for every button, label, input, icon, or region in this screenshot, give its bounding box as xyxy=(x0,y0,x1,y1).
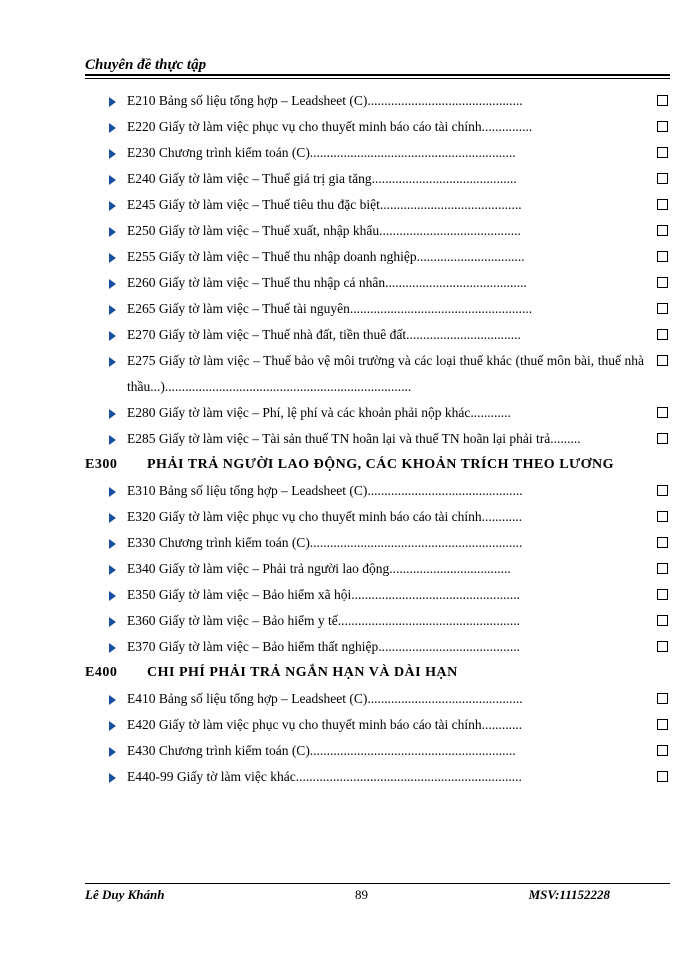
document-title: Chuyên đề thực tập xyxy=(85,57,207,73)
bullet-arrow-icon xyxy=(109,175,116,185)
header-rule xyxy=(85,74,670,76)
bullet-arrow-icon xyxy=(109,331,116,341)
checklist-item-text: E430 Chương trình kiểm toán (C)............................................................. xyxy=(127,743,516,758)
page-header xyxy=(85,56,670,76)
checkbox[interactable] xyxy=(657,589,668,600)
checkbox[interactable] xyxy=(657,355,668,366)
page-footer xyxy=(85,887,670,907)
checklist-item-text: E210 Bảng số liệu tổng hợp – Leadsheet (C).............................................. xyxy=(127,93,523,108)
footer-author: Lê Duy Khánh xyxy=(85,887,165,902)
checklist-item-text: E245 Giấy tờ làm việc – Thuế tiêu thu đặc biệt.......................................... xyxy=(127,197,522,212)
bullet-arrow-icon xyxy=(109,357,116,367)
header-rule-thin xyxy=(85,78,670,79)
checkbox[interactable] xyxy=(657,121,668,132)
checklist-item-text: E275 Giấy tờ làm việc – Thuế bảo vệ môi trường và các loại thuế khác (thuế môn bài, thuế nhà thầu...)......................................................................... xyxy=(127,353,644,394)
checklist-item-text: E260 Giấy tờ làm việc – Thuế thu nhập cá nhân.......................................... xyxy=(127,275,527,290)
bullet-arrow-icon xyxy=(109,149,116,159)
checklist-item xyxy=(85,296,670,322)
checklist-item xyxy=(85,504,670,530)
checkbox[interactable] xyxy=(657,329,668,340)
checklist-item xyxy=(85,140,670,166)
checklist-item xyxy=(85,88,670,114)
bullet-arrow-icon xyxy=(109,279,116,289)
checkbox[interactable] xyxy=(657,511,668,522)
checklist-item xyxy=(85,764,670,790)
checklist-item xyxy=(85,400,670,426)
checkbox[interactable] xyxy=(657,303,668,314)
checklist-item xyxy=(85,530,670,556)
bullet-arrow-icon xyxy=(109,227,116,237)
checkbox[interactable] xyxy=(657,199,668,210)
bullet-arrow-icon xyxy=(109,591,116,601)
section-heading xyxy=(85,452,670,478)
checklist-item-text: E370 Giấy tờ làm việc – Bảo hiểm thất nghiệp.......................................... xyxy=(127,639,520,654)
bullet-arrow-icon xyxy=(109,513,116,523)
checklist-item-text: E420 Giấy tờ làm việc phục vụ cho thuyết minh báo cáo tài chính............ xyxy=(127,717,523,732)
checklist-item-text: E360 Giấy tờ làm việc – Bảo hiểm y tế...................................................... xyxy=(127,613,520,628)
checkbox[interactable] xyxy=(657,563,668,574)
bullet-arrow-icon xyxy=(109,305,116,315)
checklist-item-text: E230 Chương trình kiểm toán (C)............................................................. xyxy=(127,145,516,160)
checklist-item-text: E270 Giấy tờ làm việc – Thuế nhà đất, tiền thuê đất.................................. xyxy=(127,327,521,342)
checklist-item xyxy=(85,686,670,712)
checkbox[interactable] xyxy=(657,719,668,730)
section-code: E300 xyxy=(85,457,118,472)
checkbox[interactable] xyxy=(657,251,668,262)
checklist-item xyxy=(85,114,670,140)
checklist-item xyxy=(85,634,670,660)
checklist-item-text: E250 Giấy tờ làm việc – Thuế xuất, nhập khẩu.......................................... xyxy=(127,223,521,238)
footer-page-number: 89 xyxy=(355,887,368,902)
bullet-arrow-icon xyxy=(109,617,116,627)
bullet-arrow-icon xyxy=(109,565,116,575)
checklist-item-text: E340 Giấy tờ làm việc – Phải trả người lao động.................................... xyxy=(127,561,511,576)
bullet-arrow-icon xyxy=(109,487,116,497)
checklist-item xyxy=(85,582,670,608)
section-heading xyxy=(85,660,670,686)
bullet-arrow-icon xyxy=(109,747,116,757)
checklist-item xyxy=(85,244,670,270)
bullet-arrow-icon xyxy=(109,539,116,549)
checklist-item-text: E240 Giấy tờ làm việc – Thuế giá trị gia tăng........................................... xyxy=(127,171,517,186)
checklist-item xyxy=(85,712,670,738)
footer-student-id: MSV:11152228 xyxy=(528,887,610,902)
checklist-item xyxy=(85,348,670,400)
checklist-item-text: E320 Giấy tờ làm việc phục vụ cho thuyết minh báo cáo tài chính............ xyxy=(127,509,523,524)
checklist-item-text: E350 Giấy tờ làm việc – Bảo hiểm xã hội.................................................. xyxy=(127,587,520,602)
checkbox[interactable] xyxy=(657,407,668,418)
bullet-arrow-icon xyxy=(109,409,116,419)
bullet-arrow-icon xyxy=(109,721,116,731)
checkbox[interactable] xyxy=(657,277,668,288)
checkbox[interactable] xyxy=(657,745,668,756)
checklist-item-text: E410 Bảng số liệu tổng hợp – Leadsheet (C).............................................. xyxy=(127,691,523,706)
checkbox[interactable] xyxy=(657,147,668,158)
checklist-item-text: E280 Giấy tờ làm việc – Phí, lệ phí và các khoản phải nộp khác............ xyxy=(127,405,511,420)
bullet-arrow-icon xyxy=(109,123,116,133)
checkbox[interactable] xyxy=(657,485,668,496)
section-title: CHI PHÍ PHẢI TRẢ NGẮN HẠN VÀ DÀI HẠN xyxy=(147,665,458,680)
checklist-item xyxy=(85,218,670,244)
checklist-item xyxy=(85,270,670,296)
checkbox[interactable] xyxy=(657,771,668,782)
checklist-item-text: E440-99 Giấy tờ làm việc khác................................................................... xyxy=(127,769,522,784)
checkbox[interactable] xyxy=(657,433,668,444)
checklist-content xyxy=(85,88,670,790)
checklist-item xyxy=(85,166,670,192)
checkbox[interactable] xyxy=(657,225,668,236)
bullet-arrow-icon xyxy=(109,201,116,211)
checklist-item-text: E330 Chương trình kiểm toán (C)............................................................... xyxy=(127,535,523,550)
checklist-item xyxy=(85,608,670,634)
section-title: PHẢI TRẢ NGƯỜI LAO ĐỘNG, CÁC KHOẢN TRÍCH THEO LƯƠNG xyxy=(147,457,615,472)
bullet-arrow-icon xyxy=(109,253,116,263)
checkbox[interactable] xyxy=(657,173,668,184)
footer-rule xyxy=(85,883,670,884)
checkbox[interactable] xyxy=(657,537,668,548)
checklist-item-text: E310 Bảng số liệu tổng hợp – Leadsheet (C).............................................. xyxy=(127,483,523,498)
section-code: E400 xyxy=(85,665,118,680)
checkbox[interactable] xyxy=(657,641,668,652)
checklist-item-text: E285 Giấy tờ làm việc – Tài sản thuế TN hoãn lại và thuế TN hoãn lại phải trả......... xyxy=(127,431,581,446)
bullet-arrow-icon xyxy=(109,695,116,705)
checklist-item-text: E255 Giấy tờ làm việc – Thuế thu nhập doanh nghiệp................................ xyxy=(127,249,525,264)
bullet-arrow-icon xyxy=(109,643,116,653)
bullet-arrow-icon xyxy=(109,435,116,445)
checkbox[interactable] xyxy=(657,693,668,704)
checklist-item-text: E265 Giấy tờ làm việc – Thuế tài nguyên...................................................... xyxy=(127,301,533,316)
checkbox[interactable] xyxy=(657,95,668,106)
checklist-item xyxy=(85,556,670,582)
checklist-item xyxy=(85,738,670,764)
bullet-arrow-icon xyxy=(109,773,116,783)
checklist-item xyxy=(85,426,670,452)
checklist-item-text: E220 Giấy tờ làm việc phục vụ cho thuyết minh báo cáo tài chính............... xyxy=(127,119,533,134)
bullet-arrow-icon xyxy=(109,97,116,107)
checklist-item xyxy=(85,478,670,504)
checklist-item xyxy=(85,192,670,218)
checklist-item xyxy=(85,322,670,348)
checkbox[interactable] xyxy=(657,615,668,626)
